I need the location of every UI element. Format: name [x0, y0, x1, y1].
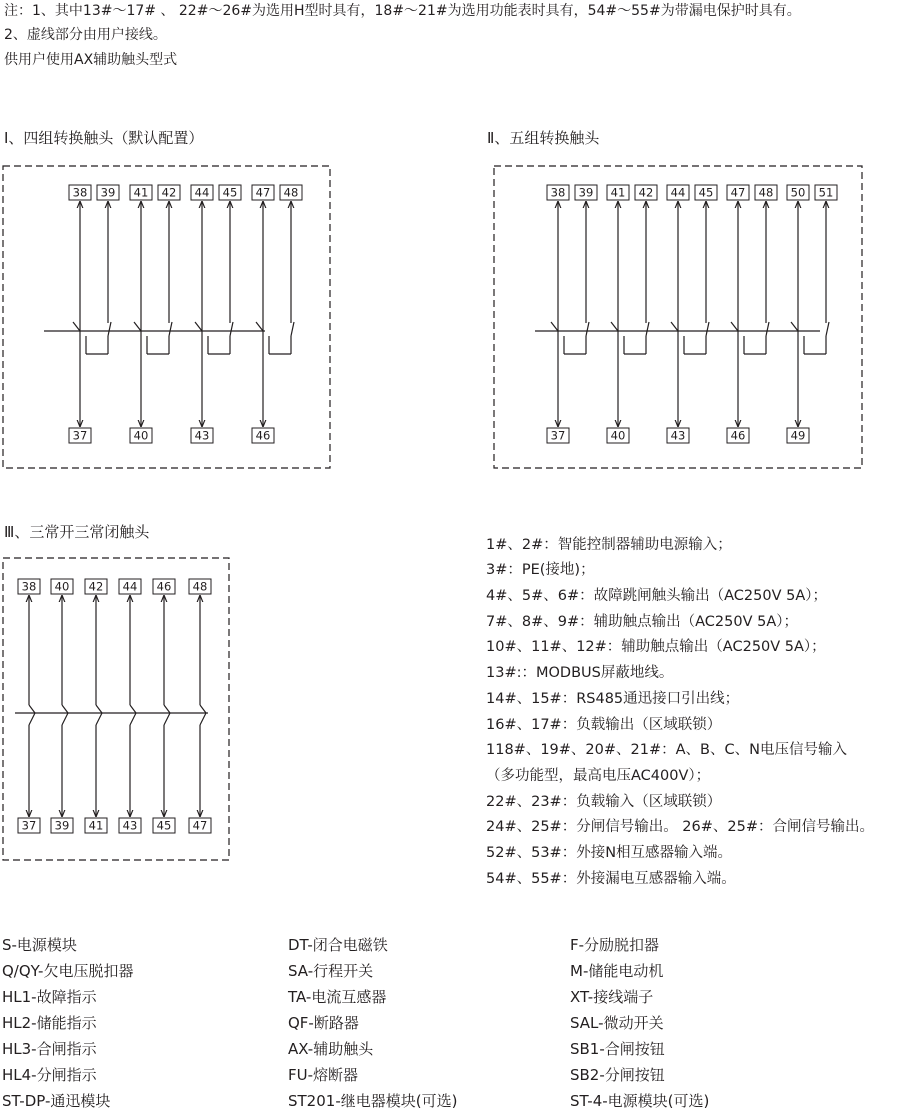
contact-blade — [731, 322, 738, 331]
legend-line: 3#：PE(接地)； — [486, 562, 595, 578]
terminal-top-label: 44 — [670, 185, 686, 200]
terminal-top-label: 45 — [698, 185, 714, 200]
diagram-2 — [535, 185, 837, 443]
terminal-bottom-label: 40 — [610, 428, 626, 443]
terminal-top-label: 41 — [610, 185, 626, 200]
contact-blade — [130, 705, 136, 713]
contact-blade — [706, 322, 709, 336]
contact-blade — [200, 705, 206, 713]
abbr-item: TA-电流互感器 — [288, 988, 387, 1006]
abbr-item: S-电源模块 — [2, 936, 77, 954]
terminal-bottom-label: 45 — [156, 818, 172, 833]
legend-line: 22#、23#：负载输入（区域联锁） — [486, 794, 722, 810]
contact-blade — [62, 713, 68, 725]
legend-line: 54#、55#：外接漏电互感器输入端。 — [486, 871, 736, 887]
contact-blade — [29, 713, 35, 725]
abbr-item: HL1-故障指示 — [2, 988, 97, 1006]
contact-blade — [256, 322, 263, 331]
legend-line: 7#、8#、9#：辅助触点输出（AC250V 5A）； — [486, 614, 799, 630]
contact-blade — [826, 322, 829, 336]
abbr-item: AX-辅助触头 — [288, 1040, 374, 1058]
contact-blade — [164, 705, 170, 713]
terminal-bottom-label: 37 — [550, 428, 566, 443]
contact-blade — [96, 713, 102, 725]
abbr-item: M-储能电动机 — [570, 962, 664, 980]
legend-line: 13#:：MODBUS屏蔽地线。 — [486, 665, 674, 681]
terminal-bottom-label: 46 — [730, 428, 746, 443]
contact-blade — [73, 322, 80, 331]
terminal-top-label: 44 — [194, 185, 210, 200]
contact-blade — [29, 705, 35, 713]
terminal-top-label: 45 — [222, 185, 238, 200]
terminal-top-label: 50 — [790, 185, 806, 200]
legend-line: （多功能型，最高电压AC400V）； — [486, 768, 711, 784]
terminal-top-label: 48 — [192, 579, 208, 594]
abbr-item: QF-断路器 — [288, 1014, 359, 1032]
abbr-item: SAL-微动开关 — [570, 1014, 664, 1032]
terminal-top-label: 51 — [818, 185, 834, 200]
abbr-item: ST-4-电源模块(可选) — [570, 1092, 710, 1110]
contact-blade — [96, 705, 102, 713]
terminal-bottom-label: 40 — [133, 428, 149, 443]
terminal-top-label: 39 — [100, 185, 116, 200]
contact-blade — [134, 322, 141, 331]
terminal-top-label: 46 — [156, 579, 172, 594]
terminal-top-label: 48 — [283, 185, 299, 200]
terminal-bottom-label: 37 — [72, 428, 88, 443]
terminal-top-label: 42 — [161, 185, 177, 200]
contact-blade — [766, 322, 769, 336]
abbr-item: SB2-分闸按钮 — [570, 1066, 665, 1084]
contact-blade — [62, 705, 68, 713]
abbr-item: SA-行程开关 — [288, 962, 374, 980]
terminal-top-label: 47 — [730, 185, 746, 200]
abbr-item: HL3-合闸指示 — [2, 1040, 97, 1058]
legend-line: 10#、11#、12#：辅助触点输出（AC250V 5A）； — [486, 639, 826, 655]
note-line-1: 注：1、其中13#～17# 、 22#～26#为选用H型时具有，18#～21#为选用功能表时具有，54#～55#为带漏电保护时具有。 — [4, 3, 801, 19]
diagram-3-title: Ⅲ、三常开三常闭触头 — [4, 523, 150, 541]
abbr-item: HL2-储能指示 — [2, 1014, 97, 1032]
legend-line: 1#、2#：智能控制器辅助电源输入； — [486, 537, 732, 553]
abbr-item: DT-闭合电磁铁 — [288, 936, 388, 954]
contact-blade — [671, 322, 678, 331]
contact-blade — [291, 322, 294, 336]
contact-blade — [164, 713, 170, 725]
terminal-bottom-label: 49 — [790, 428, 806, 443]
abbr-item: FU-熔断器 — [288, 1066, 359, 1084]
terminal-top-label: 42 — [638, 185, 654, 200]
terminal-top-label: 40 — [54, 579, 70, 594]
abbr-item: Q/QY-欠电压脱扣器 — [2, 962, 134, 980]
diagram-1 — [44, 185, 302, 443]
note-line-2: 2、虚线部分由用户接线。 — [4, 27, 167, 43]
contact-blade — [586, 322, 589, 336]
contact-blade — [791, 322, 798, 331]
terminal-bottom-label: 47 — [192, 818, 208, 833]
terminal-top-label: 42 — [88, 579, 104, 594]
terminal-top-label: 44 — [122, 579, 138, 594]
terminal-bottom-label: 37 — [21, 818, 37, 833]
terminal-top-label: 47 — [255, 185, 271, 200]
diagram-3-frame — [3, 558, 229, 860]
terminal-bottom-label: 39 — [54, 818, 70, 833]
contact-blade — [611, 322, 618, 331]
contact-blade — [230, 322, 233, 336]
legend-line: 14#、15#：RS485通迅接口引出线； — [486, 691, 740, 707]
terminal-top-label: 48 — [758, 185, 774, 200]
contact-blade — [130, 713, 136, 725]
contact-blade — [108, 322, 111, 336]
terminal-bottom-label: 43 — [194, 428, 210, 443]
abbr-item: HL4-分闸指示 — [2, 1066, 97, 1084]
diagram-1-frame — [3, 166, 330, 468]
terminal-bottom-label: 43 — [122, 818, 138, 833]
legend-line: 52#、53#：外接N相互感器输入端。 — [486, 845, 733, 861]
legend-line: 24#、25#：分闸信号输出。 26#、25#：合闸信号输出。 — [486, 819, 875, 835]
contact-blade — [169, 322, 172, 336]
abbr-item: F-分励脱扣器 — [570, 936, 660, 954]
abbr-item: SB1-合闸按钮 — [570, 1040, 665, 1058]
terminal-bottom-label: 41 — [88, 818, 104, 833]
contact-blade — [200, 713, 206, 725]
diagram-1-title: Ⅰ、四组转换触头（默认配置） — [4, 129, 204, 147]
legend-line: 4#、5#、6#：故障跳闸触头输出（AC250V 5A）； — [486, 588, 828, 604]
abbr-item: ST-DP-通迅模块 — [2, 1092, 111, 1110]
abbr-item: ST201-继电器模块(可选) — [288, 1092, 458, 1110]
legend-line: 16#、17#：负载输出（区域联锁） — [486, 717, 722, 733]
terminal-bottom-label: 46 — [255, 428, 271, 443]
abbr-item: XT-接线端子 — [570, 988, 654, 1006]
terminal-top-label: 41 — [133, 185, 149, 200]
terminal-top-label: 38 — [21, 579, 37, 594]
contact-blade — [195, 322, 202, 331]
legend-line: 118#、19#、20#、21#：A、B、C、N电压信号输入 — [486, 742, 847, 758]
terminal-top-label: 38 — [550, 185, 566, 200]
note-line-3: 供用户使用AX辅助触头型式 — [4, 52, 178, 68]
terminal-top-label: 38 — [72, 185, 88, 200]
diagram-3 — [15, 579, 211, 833]
diagram-2-title: Ⅱ、五组转换触头 — [487, 129, 600, 147]
terminal-top-label: 39 — [578, 185, 594, 200]
contact-blade — [551, 322, 558, 331]
contact-blade — [646, 322, 649, 336]
terminal-bottom-label: 43 — [670, 428, 686, 443]
